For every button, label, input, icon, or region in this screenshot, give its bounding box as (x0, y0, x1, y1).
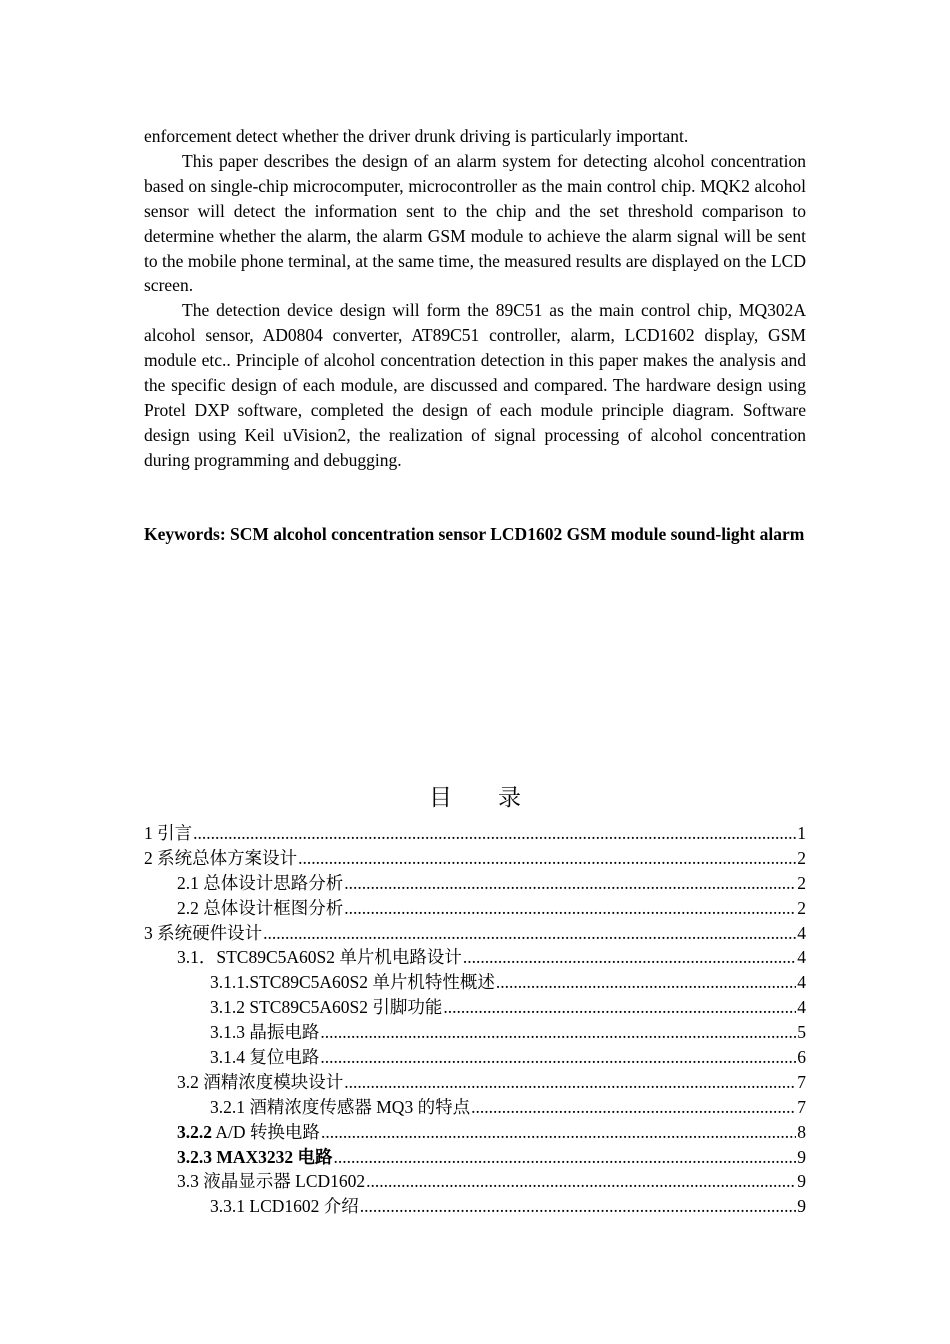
toc-entry-title: 3.1.1.STC89C5A60S2 单片机特性概述 (210, 972, 495, 993)
toc-entry[interactable] (144, 1045, 806, 1070)
toc-dot-leader (193, 821, 796, 846)
toc-title: 目 录 (429, 785, 521, 811)
toc-dot-leader (344, 896, 796, 921)
toc-entry-page: 9 (797, 1196, 806, 1217)
toc-dot-leader (471, 1095, 796, 1120)
abstract-paragraph-continuation: enforcement detect whether the driver drunk driving is particularly important. (144, 126, 689, 146)
toc-entry-title: 2.1 总体设计思路分析 (177, 872, 344, 893)
toc-entry-page: 2 (797, 847, 806, 868)
toc-dot-leader (496, 970, 796, 995)
toc-entry[interactable] (144, 945, 806, 970)
toc-entry[interactable] (144, 921, 806, 946)
keywords-line: Keywords: SCM alcohol concentration sensor LCD1602 GSM module sound-light alarm (144, 524, 805, 544)
toc-entry-page: 8 (797, 1121, 806, 1142)
toc-entry-title: 2 系统总体方案设计 (144, 847, 298, 868)
toc-entry-title: 3.1.2 STC89C5A60S2 引脚功能 (210, 997, 443, 1018)
toc-entry-title (177, 1120, 320, 1145)
toc-dot-leader (263, 921, 796, 946)
toc-entry-page: 7 (797, 1071, 806, 1092)
toc-entry[interactable] (144, 995, 806, 1020)
toc-entry-title: 3.2.1 酒精浓度传感器 MQ3 的特点 (210, 1096, 471, 1117)
toc-entry[interactable] (144, 1194, 806, 1219)
toc-entry[interactable] (144, 1020, 806, 1045)
toc-entry-title: 3.2 酒精浓度模块设计 (177, 1071, 344, 1092)
toc-entry[interactable] (144, 1120, 806, 1145)
toc-entry-page: 6 (797, 1047, 806, 1068)
toc-entry-title: 3.2.3 MAX3232 电路 (177, 1146, 333, 1167)
toc-entry-title: 3.1.4 复位电路 (210, 1047, 320, 1068)
toc-entry[interactable] (144, 1095, 806, 1120)
toc-dot-leader (360, 1194, 797, 1219)
toc-entry[interactable] (144, 1145, 806, 1170)
toc-entry-label: A/D 转换电路 (212, 1121, 320, 1142)
toc-entry[interactable] (144, 970, 806, 995)
toc-entry-page: 9 (797, 1171, 806, 1192)
toc-entry[interactable] (144, 1070, 806, 1095)
toc-dot-leader (321, 1120, 796, 1145)
toc-dot-leader (344, 871, 796, 896)
toc-dot-leader (298, 846, 796, 871)
toc-entry-title: 1 引言 (144, 823, 193, 843)
abstract-paragraph-device-design: The detection device design will form the 89C51 as the main control chip, MQ302A alcohol sensor, AD0804 converter, AT89C51 controller, alarm, LCD1602 display, GSM module etc.. Principle of alcohol concentration detection in this paper makes the analysis and the specific design of each module, are discussed and compared. The hardware design using Protel DXP software, completed the design of each module principle diagram. Software design using Keil uVision2, the realization of signal processing of alcohol concentration during programming and debugging. (144, 300, 806, 470)
toc-entry-page: 4 (797, 947, 806, 968)
abstract-paragraph-system-description: This paper describes the design of an alarm system for detecting alcohol concentration based on single-chip microcomputer, microcontroller as the main control chip. MQK2 alcohol sensor will detect the information sent to the chip and the set threshold comparison to determine whether the alarm, the alarm GSM module to achieve the alarm signal will be sent to the mobile phone terminal, at the same time, the measured results are displayed on the LCD screen. (144, 150, 806, 296)
toc-dot-leader (443, 995, 796, 1020)
toc-entry-title: 2.2 总体设计框图分析 (177, 897, 344, 918)
toc-entry-title: 3.3.1 LCD1602 介绍 (210, 1196, 359, 1217)
toc-entry-page: 9 (797, 1146, 806, 1167)
toc-entry-title: 3 系统硬件设计 (144, 922, 263, 943)
toc-entry-page: 5 (797, 1022, 806, 1043)
abstract-body (144, 124, 806, 473)
toc-dot-leader (320, 1045, 796, 1070)
toc-dot-leader (334, 1145, 797, 1170)
toc-entry[interactable] (144, 871, 806, 896)
toc-entry[interactable] (144, 821, 806, 846)
toc-entry-number: 3.2.2 (177, 1121, 212, 1142)
toc-entry-page: 2 (797, 872, 806, 893)
toc-entry-page: 2 (797, 897, 806, 918)
toc-entry-page: 4 (797, 972, 806, 993)
toc-dot-leader (366, 1169, 796, 1194)
toc-entry-page: 7 (797, 1096, 806, 1117)
toc-entry[interactable] (144, 1169, 806, 1194)
toc-entry-title: 3.1.3 晶振电路 (210, 1022, 320, 1043)
toc-entry-page: 1 (797, 823, 806, 843)
toc-entry-page: 4 (797, 922, 806, 943)
toc-entry-title: 3.3 液晶显示器 LCD1602 (177, 1171, 366, 1192)
table-of-contents (144, 821, 806, 1219)
toc-dot-leader (320, 1020, 796, 1045)
toc-entry-page: 4 (797, 997, 806, 1018)
toc-entry[interactable] (144, 846, 806, 871)
toc-entry[interactable] (144, 896, 806, 921)
toc-dot-leader (344, 1070, 796, 1095)
toc-entry-title: 3.1．STC89C5A60S2 单片机电路设计 (177, 947, 462, 968)
toc-dot-leader (463, 945, 796, 970)
